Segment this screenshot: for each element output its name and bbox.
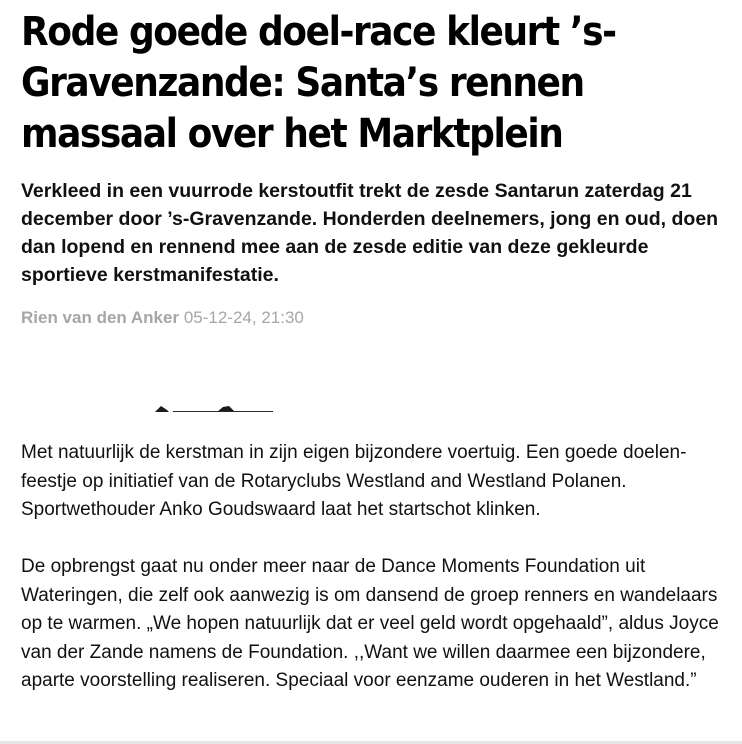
- article-headline: Rode goede doel-race kleurt ’s-Gravenzande: Santa’s rennen massaal over het Marktplein: [21, 9, 616, 157]
- article-byline: [21, 306, 304, 330]
- byline-date: 05-12-24, 21:30: [183, 308, 304, 327]
- body-paragraph: Met natuurlijk de kerstman in zijn eigen bijzondere voertuig. Een goede doelen-feestje op initiatief van de Rotaryclubs Westland and Westland Polanen. Sportwethouder Anko Goudswaard laat het startschot klinken.: [21, 442, 687, 520]
- article: [21, 0, 733, 691]
- body-paragraph: De opbrengst gaat nu onder meer naar de Dance Moments Foundation uit Wateringen, die zelf ook aanwezig is om dansend de groep renners en wandelaars op te warmen. „We hopen natuurlijk dat er veel geld wordt opgehaald”, aldus Joyce van der Zande namens de Foundation. ,,Want we willen daarmee een bijzondere, aparte voorstelling realiseren. Speciaal voor eenzame ouderen in het Westland.”: [21, 556, 719, 691]
- article-body: [21, 439, 733, 724]
- article-intro: Verkleed in een vuurrode kerstoutfit trekt de zesde Santarun zaterdag 21 december door ’s-Gravenzande. Honderden deelnemers, jong en oud, doen dan lopend en rennend mee aan de zesde editie van deze gekleurde sportieve kerstmanifestatie.: [21, 180, 719, 286]
- article-image-edge: [133, 404, 273, 412]
- byline-author[interactable]: Rien van den Anker: [21, 308, 180, 327]
